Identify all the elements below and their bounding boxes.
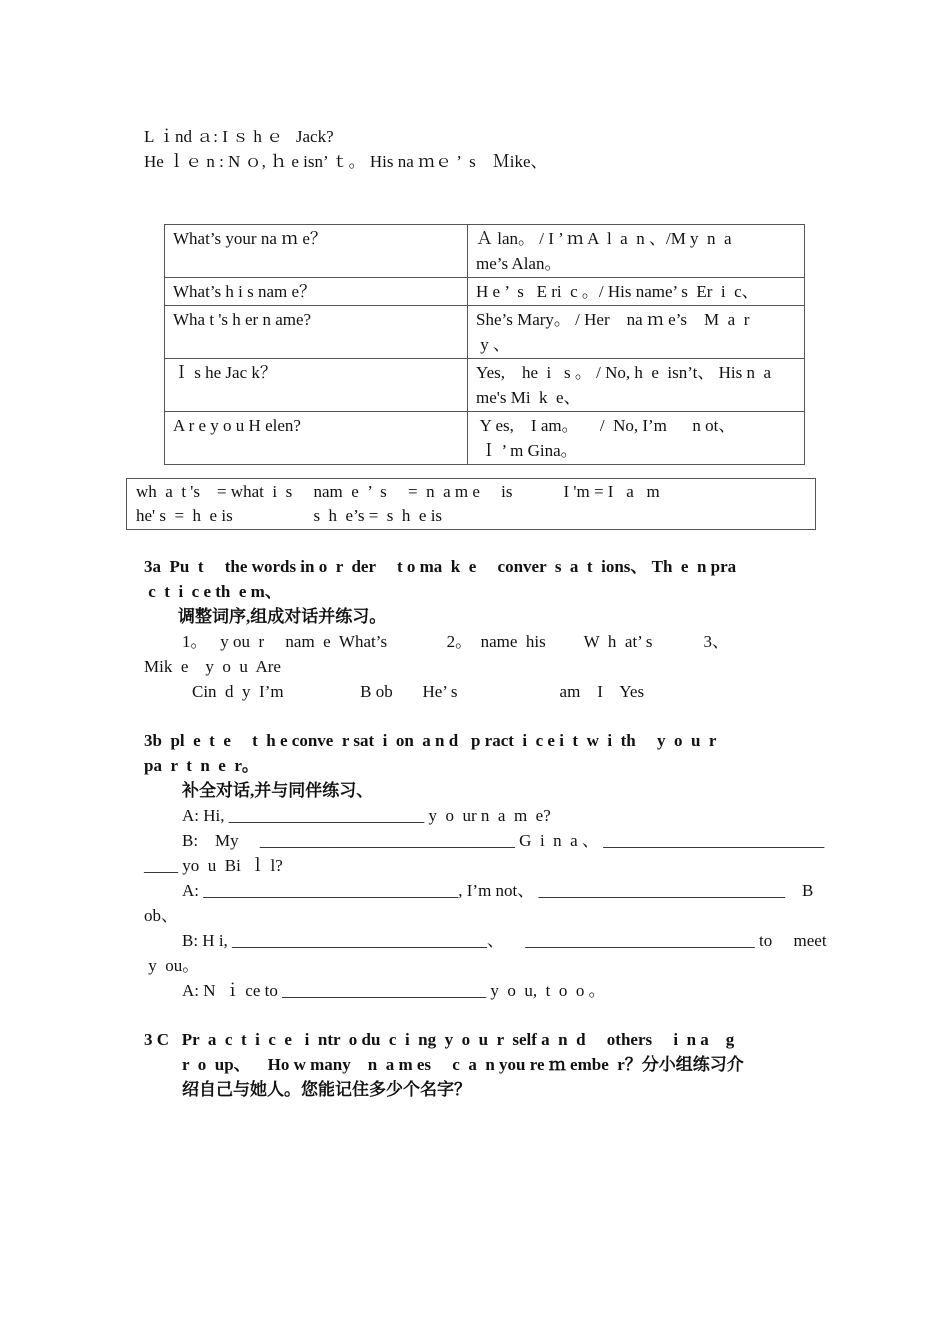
- answer-line: Y es, I am。 / No, I’m n ot、: [476, 416, 736, 435]
- conversation-line: A: N ｉ ce to ________________________ y o u, t o o 。: [182, 981, 606, 1000]
- exercise-3c-title-cont: r o up、 Ho w many n a m es c a n you re ｍ embe r？分小组练习介: [182, 1055, 744, 1074]
- exercise-3b-title: 3b pl e t e t h e conve r sat i on a n d p ract i c e i t w i th y o u r: [144, 731, 717, 750]
- conversation-line: A: ______________________________, I’m not、 _____________________________ B: [182, 881, 814, 900]
- conversation-line: B: H i, ______________________________、 ___________________________ to meet: [182, 931, 827, 950]
- question-cell: What’s your na ｍ e？: [165, 225, 468, 278]
- exercise-3a-words: Mik e y o u Are: [144, 657, 281, 676]
- answer-cell: [468, 359, 805, 412]
- table-row: [165, 306, 805, 359]
- conversation-line: y ou。: [144, 956, 200, 975]
- exercise-3a-title: 3a Pu t the words in o r der t o ma k e conver s a t ions、 Th e n pra: [144, 557, 737, 576]
- question-cell: Wha t 's h er n ame?: [165, 306, 468, 359]
- question-cell: Ｉ s he Jac k？: [165, 359, 468, 412]
- qa-table: [164, 224, 805, 465]
- question-cell: A r e y o u H elen?: [165, 412, 468, 465]
- exercise-3a-title-cont: c t i c e th e m、: [144, 582, 282, 601]
- answer-line: me's Mi k e、: [476, 388, 581, 407]
- exercise-3c-title: 3 C Pr a c t i c e i ntr o du c i ng y o u r self a n d others i n a g: [144, 1030, 735, 1049]
- answer-cell: [468, 225, 805, 278]
- exercise-3b-instruction: 补全对话,并与同伴练习、: [182, 781, 374, 800]
- conversation-line: ____ yo u Bi ｌ l?: [144, 856, 283, 875]
- contractions-line: wh a t 's = what i s nam e ’ s = n a m e is I 'm = I a m: [136, 482, 660, 501]
- dialogue-line-linda: L ｉnd ａ: I ｓ h ｅ Jack?: [144, 127, 334, 146]
- table-row: [165, 359, 805, 412]
- exercise-3c-instruction: 绍自己与她人。您能记住多少个名字？: [182, 1080, 471, 1099]
- answer-cell: [468, 278, 805, 306]
- dialogue-line-helen: He ｌｅ n : N ｏ, ｈ e isn’ ｔ。 His na ｍｅ ’ s Ｍike、: [144, 152, 548, 171]
- answer-line: Yes, he i s 。 / No, h e isn’t、 His n a: [476, 363, 771, 382]
- question-cell: What’s h i s nam e？: [165, 278, 468, 306]
- contractions-line: he' s = h e is s h e’s = s h e is: [136, 506, 443, 525]
- answer-line: She’s Mary。 / Her na ｍ e’s M a r: [476, 310, 750, 329]
- answer-cell: [468, 306, 805, 359]
- answer-line: me’s Alan。: [476, 254, 562, 273]
- exercise-3a-words: 1。 y ou r nam e What’s 2。 name his W h at’ s 3、: [182, 632, 729, 651]
- exercise-3a-words: Cin d y I’m B ob He’ s am I Yes: [192, 682, 645, 701]
- answer-line: Ｉ ’ m Gina。: [476, 441, 578, 460]
- conversation-line: ob、: [144, 906, 178, 925]
- conversation-line: B: My ______________________________ G i n a 、 __________________________: [182, 831, 825, 850]
- table-row: [165, 412, 805, 465]
- answer-cell: [468, 412, 805, 465]
- answer-line: H e ’ s E ri c 。/ His name’ s Er i c、: [476, 282, 759, 301]
- table-row: [165, 225, 805, 278]
- conversation-line: A: Hi, _______________________ y o ur n a m e?: [182, 806, 551, 825]
- answer-line: Ａ lan。 / I ’ ｍ A l a n 、/M y n a: [476, 229, 732, 248]
- exercise-3b-title-cont: pa r t n e r。: [144, 756, 259, 775]
- answer-line: y 、: [476, 335, 510, 354]
- exercise-3a-instruction: 调整词序,组成对话并练习。: [178, 607, 387, 626]
- contractions-box: [126, 478, 816, 530]
- table-row: [165, 278, 805, 306]
